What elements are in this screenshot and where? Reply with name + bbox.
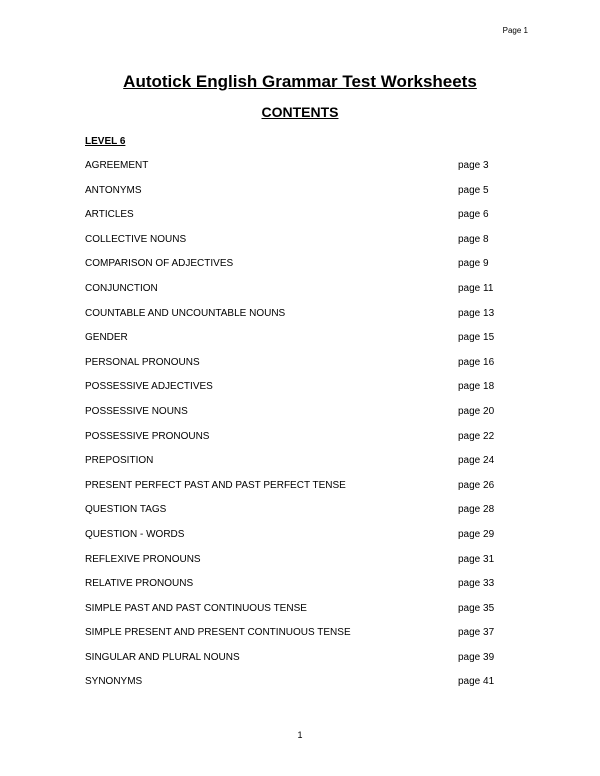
toc-entry[interactable] [85, 430, 505, 455]
toc-entry[interactable] [85, 380, 505, 405]
toc-entry[interactable] [85, 528, 505, 553]
toc-entry-title: RELATIVE PRONOUNS [85, 578, 194, 590]
toc-entry-title: SIMPLE PRESENT AND PRESENT CONTINUOUS TENSE [85, 627, 351, 639]
toc-entry-page: page 3 [458, 160, 489, 171]
toc-entry-title: POSSESSIVE NOUNS [85, 405, 188, 417]
toc-entry-page: page 5 [458, 184, 489, 196]
toc-entry-title: CONJUNCTION [85, 282, 158, 294]
toc-entry[interactable] [85, 626, 505, 651]
toc-entry-page: page 6 [458, 209, 489, 221]
toc-entry-page: page 39 [458, 651, 495, 663]
toc-entry-page: page 24 [458, 455, 495, 467]
toc-entry[interactable] [85, 479, 505, 504]
page-number: 1 [297, 730, 303, 740]
toc-entry-title: PRESENT PERFECT PAST AND PAST PERFECT TENSE [85, 479, 346, 491]
document-title: Autotick English Grammar Test Worksheets [123, 72, 477, 91]
toc-entry-title: QUESTION TAGS [85, 504, 167, 516]
toc-entry[interactable] [85, 356, 505, 381]
toc-entry[interactable] [85, 307, 505, 332]
toc-entry-page: page 35 [458, 602, 495, 614]
toc-entry-page: page 13 [458, 307, 495, 319]
toc-entry-page: page 29 [458, 528, 495, 540]
toc-entry-page: page 28 [458, 504, 495, 516]
toc-entry[interactable] [85, 503, 505, 528]
table-of-contents [85, 159, 505, 700]
toc-entry-title: SIMPLE PAST AND PAST CONTINUOUS TENSE [85, 602, 307, 614]
toc-entry[interactable] [85, 675, 505, 700]
toc-entry[interactable] [85, 282, 505, 307]
toc-entry-title: REFLEXIVE PRONOUNS [85, 553, 201, 565]
toc-entry[interactable] [85, 577, 505, 602]
toc-entry[interactable] [85, 257, 505, 282]
toc-entry-title: COUNTABLE AND UNCOUNTABLE NOUNS [85, 307, 286, 319]
toc-entry-page: page 15 [458, 332, 495, 344]
toc-entry-page: page 26 [458, 479, 495, 491]
toc-entry-title: SYNONYMS [85, 676, 143, 688]
toc-entry-title: ARTICLES [85, 209, 134, 221]
toc-entry-page: page 31 [458, 553, 495, 565]
toc-entry-page: page 22 [458, 430, 495, 442]
toc-entry-title: SINGULAR AND PLURAL NOUNS [85, 651, 240, 663]
toc-entry-title: PERSONAL PRONOUNS [85, 356, 200, 368]
toc-entry-page: page 8 [458, 233, 489, 245]
toc-entry-page: page 11 [458, 282, 494, 294]
toc-entry[interactable] [85, 602, 505, 627]
toc-entry-page: page 41 [458, 676, 495, 688]
toc-entry[interactable] [85, 159, 505, 184]
toc-entry-page: page 16 [458, 356, 495, 368]
page-label: Page 1 [502, 26, 528, 35]
toc-entry-page: page 9 [458, 258, 489, 270]
toc-entry-title: QUESTION - WORDS [85, 528, 185, 540]
toc-entry-page: page 33 [458, 578, 495, 590]
toc-entry-page: page 20 [458, 405, 495, 417]
toc-entry[interactable] [85, 553, 505, 578]
toc-entry[interactable] [85, 454, 505, 479]
contents-heading: CONTENTS [261, 104, 339, 120]
level-heading: LEVEL 6 [85, 136, 126, 147]
toc-entry-title: COLLECTIVE NOUNS [85, 233, 187, 245]
toc-entry-title: GENDER [85, 332, 128, 344]
toc-entry-page: page 18 [458, 381, 495, 393]
toc-entry[interactable] [85, 651, 505, 676]
toc-entry-page: page 37 [458, 627, 495, 639]
toc-entry-title: POSSESSIVE ADJECTIVES [85, 381, 213, 393]
toc-entry-title: AGREEMENT [85, 160, 149, 171]
toc-entry[interactable] [85, 208, 505, 233]
toc-entry-title: POSSESSIVE PRONOUNS [85, 430, 210, 442]
toc-entry-title: PREPOSITION [85, 455, 154, 467]
toc-entry[interactable] [85, 331, 505, 356]
toc-entry[interactable] [85, 184, 505, 209]
toc-entry-title: ANTONYMS [85, 184, 142, 196]
toc-entry[interactable] [85, 405, 505, 430]
toc-entry[interactable] [85, 233, 505, 258]
toc-entry-title: COMPARISON OF ADJECTIVES [85, 258, 234, 270]
